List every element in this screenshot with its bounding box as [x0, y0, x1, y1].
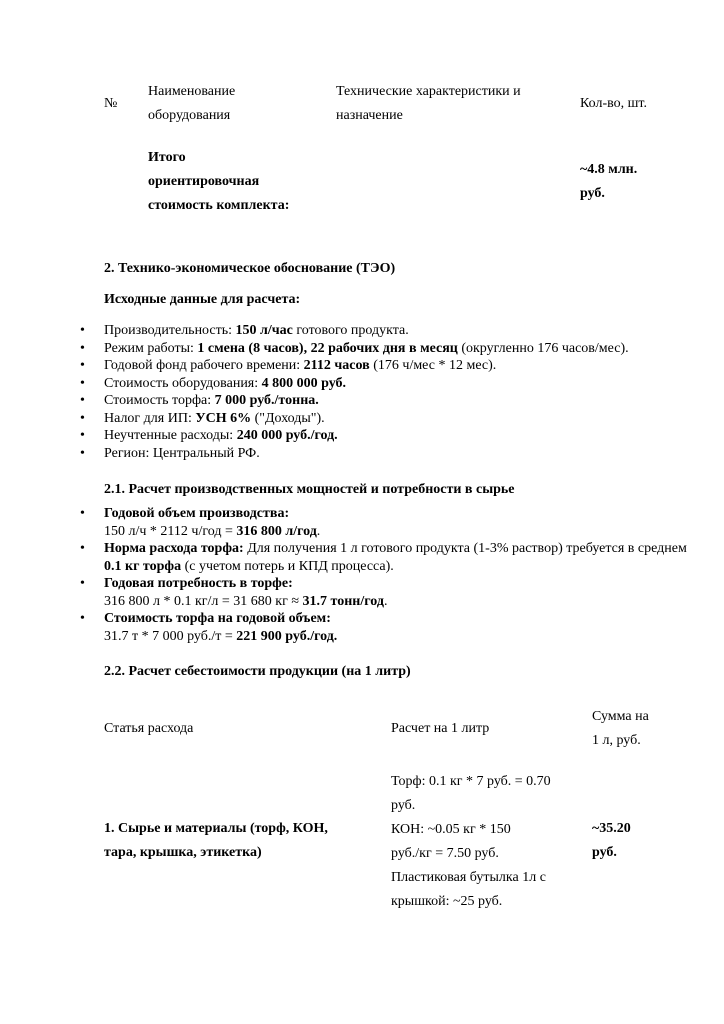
col-num-header: № [104, 96, 118, 111]
teo-list [104, 322, 694, 462]
list-item: • Стоимость торфа: 7 000 руб./тонна. [104, 392, 694, 410]
list-item: • Стоимость оборудования: 4 800 000 руб. [104, 375, 694, 393]
total-label-line3: стоимость комплекта: [148, 198, 290, 213]
cost-col-sum-header-line2: 1 л, руб. [592, 733, 641, 748]
col-name-header-line1: Наименование [148, 84, 236, 99]
cost-row-sum-line2: руб. [592, 845, 617, 860]
list-item: • Стоимость торфа на годовой объем: 31.7 т * 7 000 руб./т = 221 900 руб./год. [104, 610, 694, 645]
cost-col-sum-header [592, 705, 649, 753]
cost-row-calc-line: руб./кг = 7.50 руб. [391, 846, 499, 861]
list-item: • Годовая потребность в торфе: 316 800 л * 0.1 кг/л = 31 680 кг ≈ 31.7 тонн/год. [104, 575, 694, 610]
cost-row-calc [391, 770, 551, 914]
section-2-1-list [104, 505, 694, 645]
list-item: • Неучтенные расходы: 240 000 руб./год. [104, 427, 694, 445]
col-spec-header [336, 80, 521, 128]
cost-row-calc-line: крышкой: ~25 руб. [391, 894, 503, 909]
cost-row-item-line1: 1. Сырье и материалы (торф, КОН, [104, 821, 328, 836]
list-item: • Годовой объем производства: 150 л/ч * 2112 ч/год = 316 800 л/год. [104, 505, 694, 540]
list-item: • Режим работы: 1 смена (8 часов), 22 рабочих дня в месяц (округленно 176 часов/мес). [104, 340, 694, 358]
col-name-header-line2: оборудования [148, 108, 231, 123]
col-name-header [148, 80, 235, 128]
list-item: • Налог для ИП: УСН 6% ("Доходы"). [104, 410, 694, 428]
cost-row-sum-line1: ~35.20 [592, 821, 631, 836]
list-item: • Годовой фонд рабочего времени: 2112 часов (176 ч/мес * 12 мес). [104, 357, 694, 375]
total-label-line1: Итого [148, 150, 186, 165]
cost-col-sum-header-line1: Сумма на [592, 709, 649, 724]
cost-row-item-line2: тара, крышка, этикетка) [104, 845, 262, 860]
list-item: • Норма расхода торфа: Для получения 1 л готового продукта (1-3% раствор) требуется в среднем 0.1 кг торфа (с учетом потерь и КПД процесса). [104, 540, 694, 575]
total-value [580, 158, 637, 206]
cost-row-item [104, 817, 328, 865]
cost-row-calc-line: руб. [391, 798, 416, 813]
cost-row-calc-line: Пластиковая бутылка 1л с [391, 870, 546, 885]
total-label [148, 146, 289, 218]
col-qty-header: Кол-во, шт. [580, 96, 647, 111]
total-value-line2: руб. [580, 186, 605, 201]
teo-title: 2. Технико-экономическое обоснование (ТЭО) [104, 261, 396, 276]
list-item: • Производительность: 150 л/час готового продукта. [104, 322, 694, 340]
total-label-line2: ориентировочная [148, 174, 260, 189]
col-spec-header-line1: Технические характеристики и [336, 84, 521, 99]
total-value-line1: ~4.8 млн. [580, 162, 638, 177]
col-spec-header-line2: назначение [336, 108, 403, 123]
teo-subtitle: Исходные данные для расчета: [104, 292, 301, 307]
section-2-2-title: 2.2. Расчет себестоимости продукции (на 1 литр) [104, 664, 411, 679]
section-2-1-title: 2.1. Расчет производственных мощностей и потребности в сырье [104, 482, 515, 497]
cost-row-sum [592, 817, 631, 865]
list-item: • Регион: Центральный РФ. [104, 445, 694, 463]
cost-row-calc-line: КОН: ~0.05 кг * 150 [391, 822, 511, 837]
cost-row-calc-line: Торф: 0.1 кг * 7 руб. = 0.70 [391, 774, 551, 789]
cost-col-calc-header: Расчет на 1 литр [391, 721, 490, 736]
cost-col-item-header: Статья расхода [104, 721, 194, 736]
